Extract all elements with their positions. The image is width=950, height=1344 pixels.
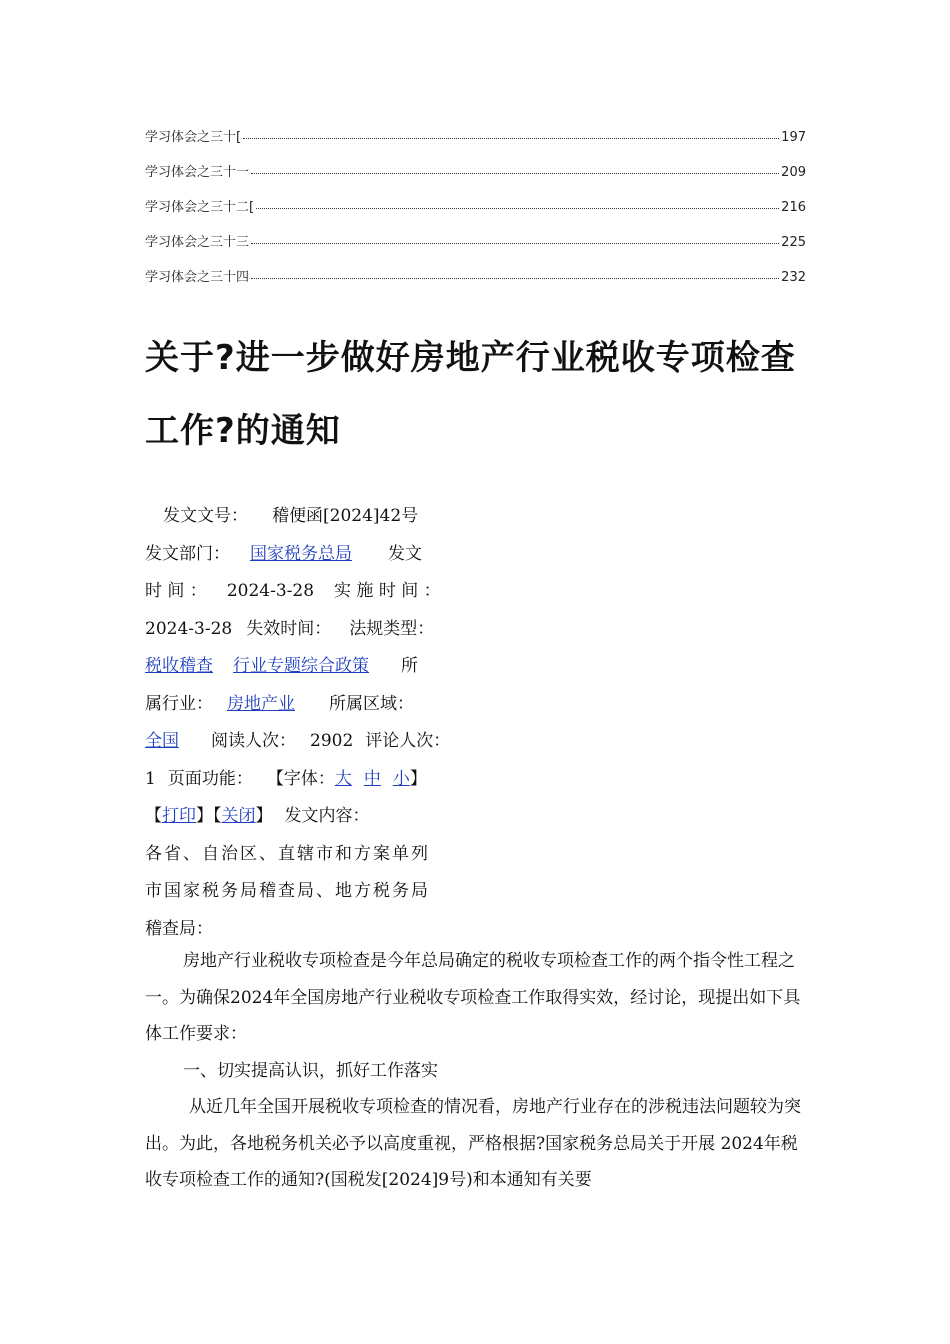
toc-entry-label: 学习体会之三十一 xyxy=(145,165,250,180)
toc-entry-page: 225 xyxy=(781,235,806,250)
toc-entry-label: 学习体会之三十[ xyxy=(145,130,242,145)
read-label: 阅读人次： xyxy=(211,731,296,751)
recipient-line-2: 市国家税务局稽查局、地方税务局 xyxy=(145,881,430,901)
comment-count: 1 xyxy=(145,768,156,789)
type-link-tax-audit[interactable]: 税收稽查 xyxy=(145,656,213,676)
meta-line-dept xyxy=(145,536,465,574)
meta-line-stats xyxy=(145,723,465,761)
func-label: 页面功能： xyxy=(167,768,253,789)
close-bracket-open: 【 xyxy=(213,806,222,826)
body-paragraph-2: 从近几年全国开展税收专项检查的情况看，房地产行业存在的涉税违法问题较为突出。为此，各地税务机关必予以高度重视，严格根据?国家税务总局关于开展 2024年税收专项检查工作的通知?(国税发[2024]9号)和本通知有关要 xyxy=(145,1097,801,1190)
print-bracket-close: 】 xyxy=(196,806,213,826)
toc-entry[interactable] xyxy=(145,231,806,266)
recipient-line-1: 各省、自治区、直辖市和方案单列 xyxy=(145,843,430,864)
meta-line-dates xyxy=(145,573,465,611)
region-link[interactable]: 全国 xyxy=(145,731,179,751)
toc-entry[interactable] xyxy=(145,161,806,196)
toc-leader-dots xyxy=(251,268,779,279)
comment-label: 评论人次： xyxy=(365,731,451,751)
section-heading-1: 一、切实提高认识，抓好工作落实 xyxy=(183,1060,438,1081)
title-line-2: 工作?的通知 xyxy=(145,411,341,451)
toc-leader-dots xyxy=(243,128,779,139)
print-link[interactable]: 打印 xyxy=(162,806,196,826)
toc-leader-dots xyxy=(251,163,779,174)
meta-line-actions xyxy=(145,798,465,836)
expire-label: 失效时间： xyxy=(246,618,332,639)
industry-label-a: 所 xyxy=(401,656,418,676)
industry-label-b: 属行业： xyxy=(145,693,213,714)
toc-entry-page: 209 xyxy=(781,165,806,180)
title-line-1: 关于?进一步做好房地产行业税收专项检查 xyxy=(145,338,796,378)
document-title xyxy=(145,322,825,468)
dept-label: 发文部门： xyxy=(145,543,230,564)
font-large-link[interactable]: 大 xyxy=(334,768,352,789)
recipient-line-3: 稽查局： xyxy=(145,918,213,939)
region-label: 所属区域： xyxy=(329,693,414,714)
font-medium-link[interactable]: 中 xyxy=(363,768,381,789)
toc-entry-label: 学习体会之三十四 xyxy=(145,270,250,285)
body-paragraph-1: 房地产行业税收专项检查是今年总局确定的税收专项检查工作的两个指令性工程之一。为确保2024年全国房地产行业税收专项检查工作取得实效，经讨论，现提出如下具体工作要求： xyxy=(145,951,801,1044)
meta-line-doc-no xyxy=(145,498,465,536)
close-link[interactable]: 关闭 xyxy=(221,806,256,826)
print-bracket-open: 【 xyxy=(145,806,162,826)
font-bracket-close: 】 xyxy=(409,768,427,789)
issue-date: 2024-3-28 xyxy=(226,581,315,601)
toc-leader-dots xyxy=(251,233,779,244)
font-bracket-open: 【字体： xyxy=(266,768,335,789)
toc-entry[interactable] xyxy=(145,126,806,161)
font-small-link[interactable]: 小 xyxy=(392,768,410,789)
content-label: 发文内容： xyxy=(284,806,370,826)
meta-line-functions xyxy=(145,761,465,799)
toc-entry-label: 学习体会之三十二[ xyxy=(145,200,255,215)
impl-date: 2024-3-28 xyxy=(145,618,233,639)
doc-no-label: 发文文号： xyxy=(163,506,248,526)
dept-link[interactable]: 国家税务总局 xyxy=(250,543,352,564)
toc-entry[interactable] xyxy=(145,196,806,231)
meta-line-expire xyxy=(145,611,465,649)
toc-entry[interactable] xyxy=(145,266,806,301)
read-count: 2902 xyxy=(310,731,354,751)
industry-link[interactable]: 房地产业 xyxy=(227,693,295,714)
meta-line-industry xyxy=(145,686,465,724)
type-label: 法规类型： xyxy=(349,618,435,639)
type-link-industry-policy[interactable]: 行业专题综合政策 xyxy=(233,656,369,676)
toc-entry-page: 216 xyxy=(781,200,806,215)
doc-no-value: 稽便函[2024]42号 xyxy=(272,506,419,526)
toc-entry-label: 学习体会之三十三 xyxy=(145,235,250,250)
issue-label-a: 发文 xyxy=(388,543,422,564)
document-body xyxy=(145,943,808,1199)
close-bracket-close: 】 xyxy=(255,806,273,826)
table-of-contents xyxy=(145,126,806,301)
toc-entry-page: 232 xyxy=(781,270,806,285)
meta-line-types xyxy=(145,648,465,686)
issue-label-b: 时 间 ： xyxy=(145,581,207,601)
toc-leader-dots xyxy=(256,198,779,209)
document-meta xyxy=(145,498,465,948)
toc-entry-page: 197 xyxy=(781,130,806,145)
impl-label: 实 施 时 间 ： xyxy=(334,581,441,601)
